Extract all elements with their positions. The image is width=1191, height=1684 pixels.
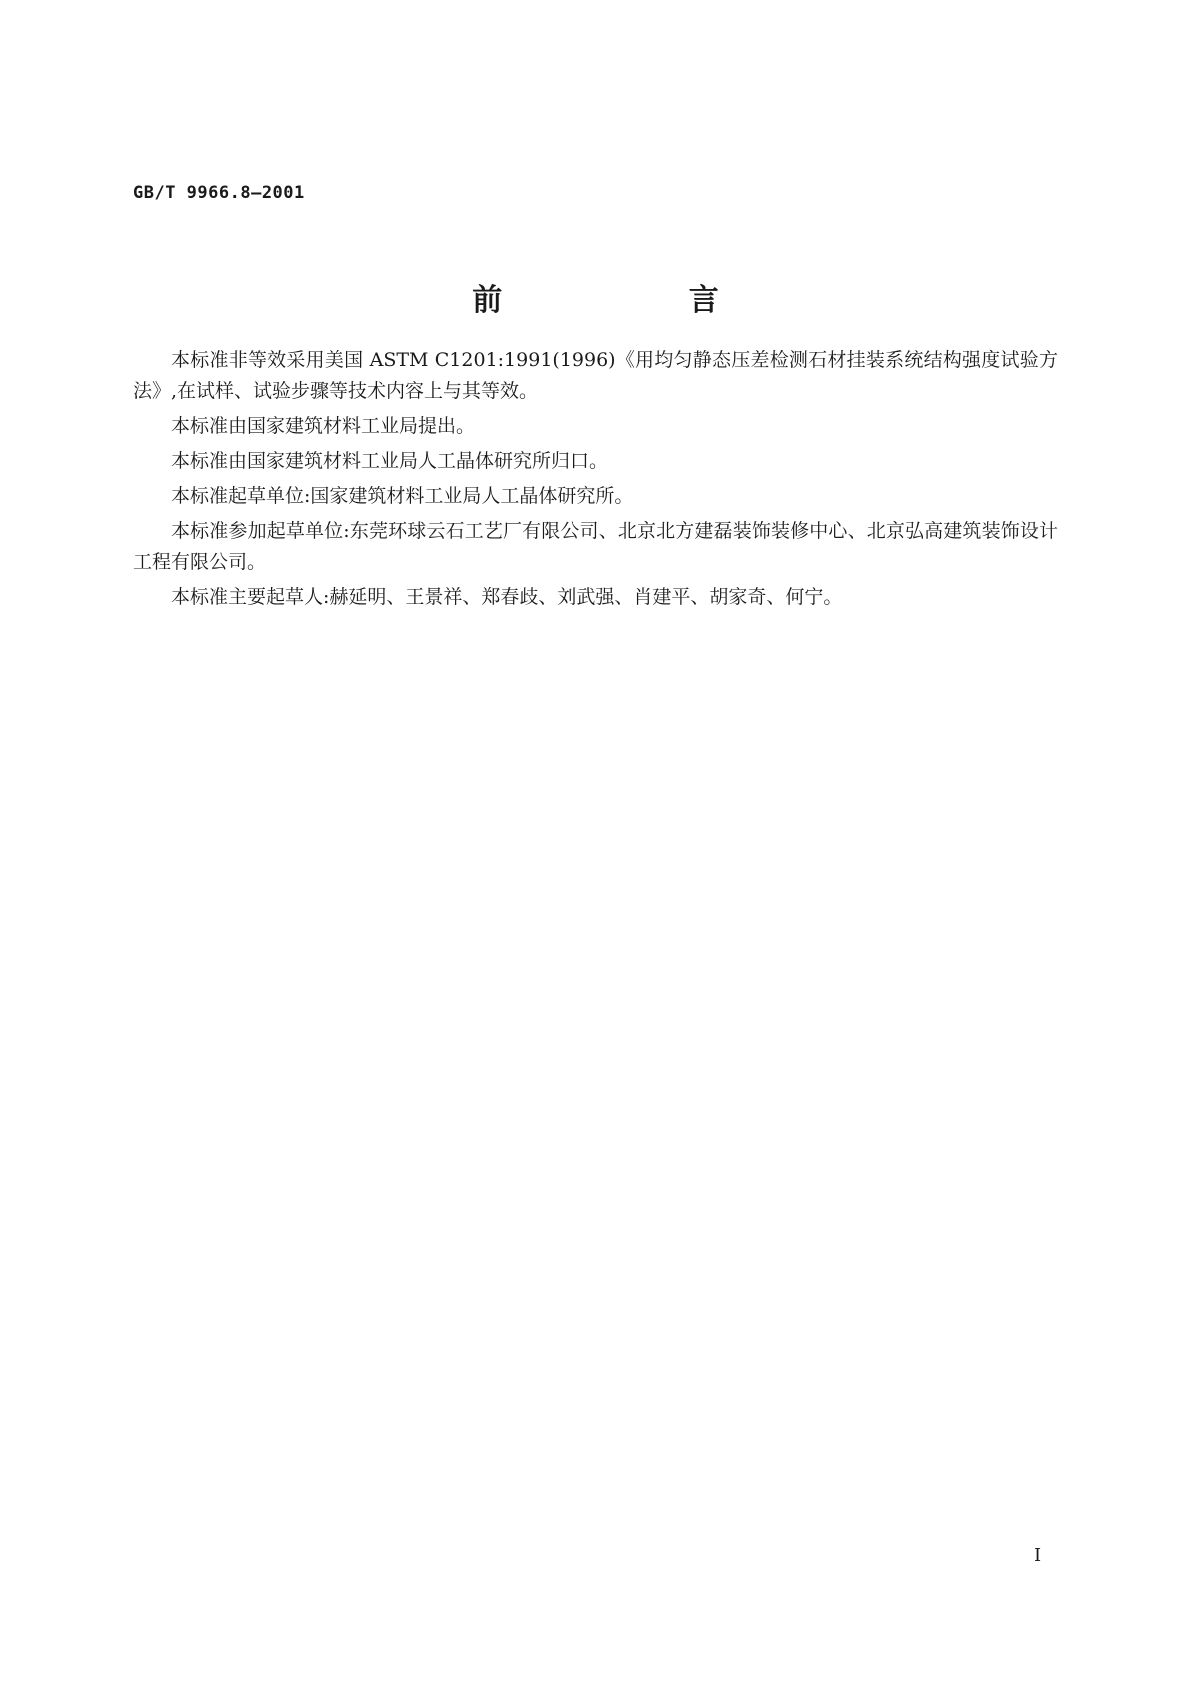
standard-code: GB/T 9966.8—2001 [133, 183, 305, 203]
paragraph-adoption: 本标准非等效采用美国 ASTM C1201:1991(1996)《用均匀静态压差检测石材挂装系统结构强度试验方法》,在试样、试验步骤等技术内容上与其等效。 [133, 349, 1058, 402]
page-title: 前 言 [472, 283, 807, 318]
paragraph-proposer: 本标准由国家建筑材料工业局提出。 [171, 415, 476, 437]
paragraph-drafting-unit: 本标准起草单位:国家建筑材料工业局人工晶体研究所。 [171, 485, 634, 507]
paragraph-drafters: 本标准主要起草人:赫延明、王景祥、郑春歧、刘武强、肖建平、胡家奇、何宁。 [171, 586, 843, 608]
paragraph-participating-units: 本标准参加起草单位:东莞环球云石工艺厂有限公司、北京北方建磊装饰装修中心、北京弘高建筑装饰设计工程有限公司。 [133, 520, 1058, 573]
page-number: I [1034, 1545, 1042, 1566]
paragraph-centralized: 本标准由国家建筑材料工业局人工晶体研究所归口。 [171, 450, 609, 472]
foreword-body [133, 345, 1058, 617]
